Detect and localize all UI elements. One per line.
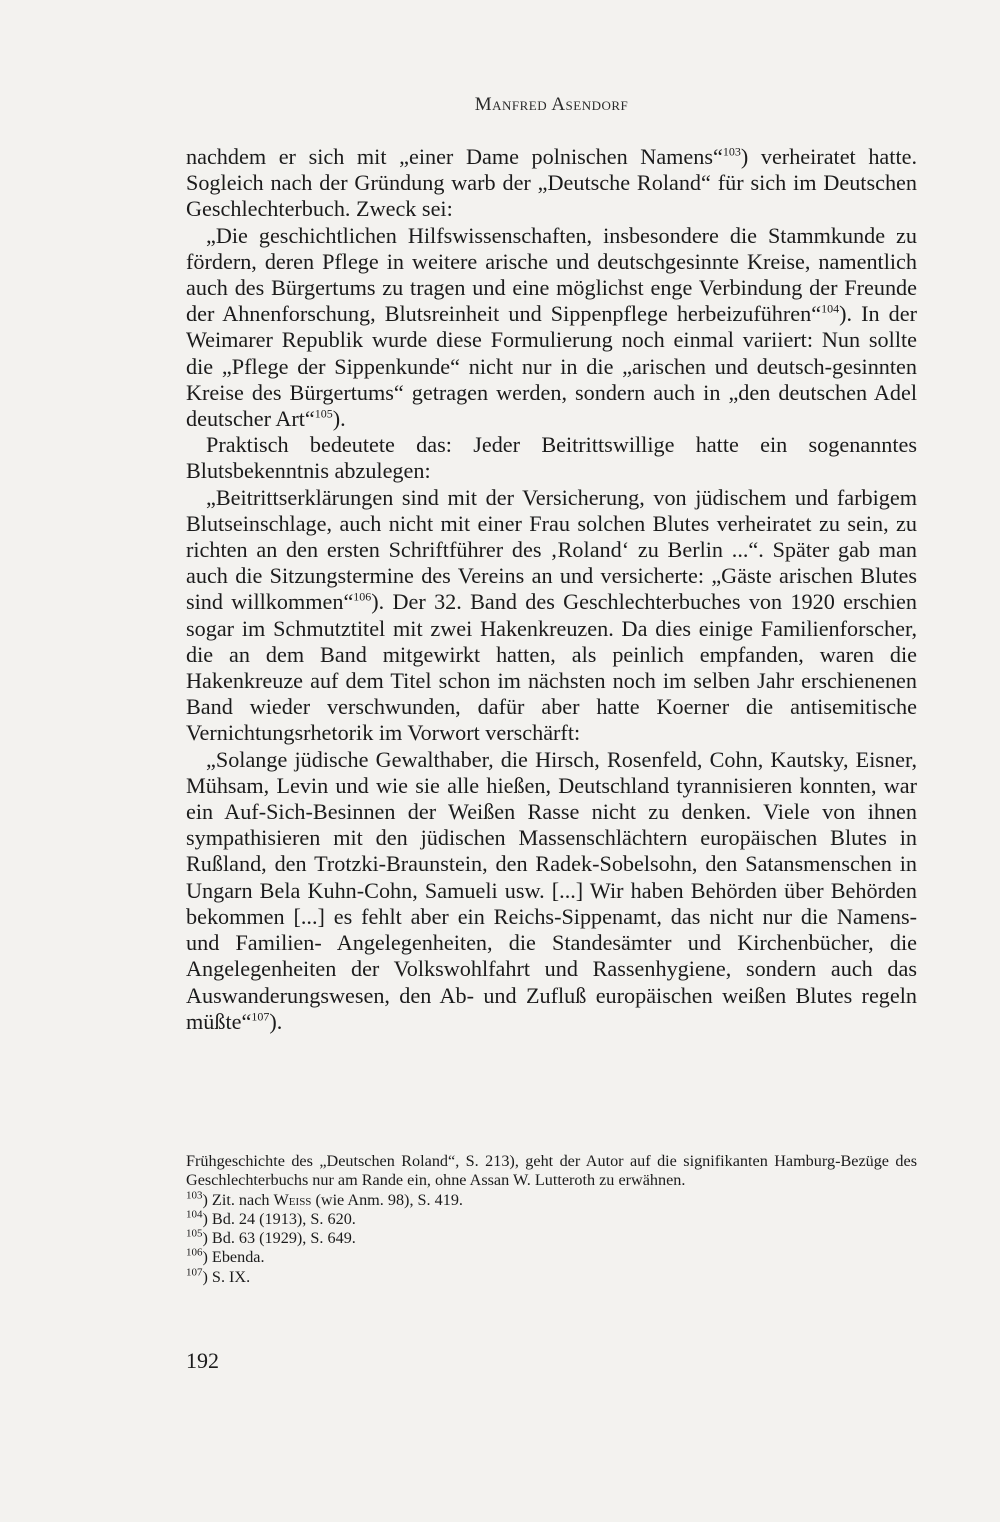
quote-1-text-a: „Die geschichtlichen Hilfswissenschaften, insbesondere die Stammkunde zu fördern, deren Pflege in weitere arische und deutschgesinnte Kreise, namentlich auch des Bürgertums zu tragen und eine möglichst enge Verbindung der Freunde der Ahnenforschung, Blutsreinheit und Sippenpflege herbeizuführen“ xyxy=(186,222,917,327)
footnote-text: ) Bd. 24 (1913), S. 620. xyxy=(202,1209,356,1228)
footnote-ref-106[interactable]: 106 xyxy=(353,590,372,605)
paragraph-2: Praktisch bedeutete das: Jeder Beitrittswillige hatte ein sogenanntes Blutsbekenntnis abzulegen: xyxy=(186,432,917,484)
footnote-text: ) S. IX. xyxy=(202,1267,251,1286)
paragraph-1-text-a: nachdem er sich mit „einer Dame polnischen Namens“ xyxy=(186,144,723,169)
paragraph-1-text-b: ) verheiratet hatte. Sogleich nach der Gründung warb der „Deutsche Roland“ für sich im Deutschen Geschlechterbuch. Zweck sei: xyxy=(186,144,918,222)
footnote-106 xyxy=(186,1248,917,1267)
quote-2 xyxy=(186,485,917,747)
footnote-continuation: Frühgeschichte des „Deutschen Roland“, S. 213), geht der Autor auf die signifikanten Hamburg-Bezüge des Geschlechterbuchs nur am Rande ein, ohne Assan W. Lutteroth zu erwähnen. xyxy=(186,1152,917,1190)
footnote-text: ) Bd. 63 (1929), S. 649. xyxy=(202,1229,356,1248)
body-text xyxy=(186,144,917,1035)
quote-1-text-c: ). xyxy=(332,406,346,432)
paragraph-1 xyxy=(186,144,917,223)
footnotes xyxy=(186,1152,917,1287)
footnote-ref-104[interactable]: 104 xyxy=(821,301,840,316)
footnote-number: 107 xyxy=(186,1266,203,1279)
quote-3-text-a: „Solange jüdische Gewalthaber, die Hirsch, Rosenfeld, Cohn, Kautsky, Eisner, Mühsam, Levin und wie sie alle hießen, Deutschland tyrannisieren konnten, war ein Auf-Sich-Besinnen der Weißen Rasse nicht zu denken. Viele von ihnen sympathisieren mit den jüdischen Massenschlächtern europäischen Blutes in Rußland, den Trotzki-Braunstein, den Radek-Sobelsohn, den Satansmenschen in Ungarn Bela Kuhn-Cohn, Samueli usw. [...] Wir haben Behörden über Behörden bekommen [...] es fehlt aber ein Reichs-Sippenamt, das nicht nur die Namens- und Familien- Angelegenheiten, die Standesämter und Kirchenbücher, die Angelegenheiten der Volkswohlfahrt und Rassenhygiene, sondern auch das Auswanderungswesen, den Ab- und Zufluß europäischen weißen Blutes regeln müßte“ xyxy=(186,746,917,1034)
quote-1 xyxy=(186,223,917,433)
footnote-text: (wie Anm. 98), S. 419. xyxy=(311,1190,463,1209)
footnote-text: ) Ebenda. xyxy=(202,1248,265,1267)
footnote-105 xyxy=(186,1229,917,1248)
footnote-ref-105[interactable]: 105 xyxy=(314,406,333,421)
footnote-number: 103 xyxy=(186,1189,203,1202)
footnote-text: ) Zit. nach xyxy=(202,1190,274,1209)
footnote-number: 106 xyxy=(186,1247,203,1260)
quote-2-text-b: ). Der 32. Band des Geschlechterbuches von 1920 erschien sogar im Schmutztitel mit zwei Hakenkreuzen. Da dies einige Familienforscher, die an dem Band mitgewirkt hatten, als peinlich empfanden, waren die Hakenkreuze auf dem Titel schon im nächsten noch im selben Jahr erschienenen Band wieder verschwunden, dafür aber hatte Koerner die antisemitische Vernichtungsrhetorik im Vorwort verschärft: xyxy=(186,589,917,746)
running-head: Manfred Asendorf xyxy=(474,94,629,115)
footnote-author: Weiss xyxy=(273,1190,312,1209)
page xyxy=(186,0,917,1522)
quote-3-text-b: ). xyxy=(269,1008,283,1034)
footnote-103 xyxy=(186,1191,917,1210)
footnote-number: 104 xyxy=(186,1208,203,1221)
quote-3 xyxy=(186,747,917,1035)
footnote-107 xyxy=(186,1268,917,1287)
quote-1-text-b: ). In der Weimarer Republik wurde diese Formulierung noch einmal variiert: Nun sollte die „Pflege der Sippenkunde“ nicht nur in die „arischen und deutsch-gesinnten Kreise des Bürgertums“ getragen werden, sondern auch in „den deutschen Adel deutscher Art“ xyxy=(186,301,918,432)
page-number: 192 xyxy=(186,1348,219,1373)
quote-2-text-a: „Beitrittserklärungen sind mit der Versicherung, von jüdischem und farbigem Blutseinschlage, auch nicht mit einer Frau solchen Blutes verheiratet zu sein, zu richten an den ersten Schriftführer des ‚Roland‘ zu Berlin ...“. Später gab man auch die Sitzungstermine des Vereins an und versicherte: „Gäste arischen Blutes sind willkommen“ xyxy=(186,484,917,615)
footnote-ref-103[interactable]: 103 xyxy=(722,144,741,159)
footnote-number: 105 xyxy=(186,1227,203,1240)
footnote-104 xyxy=(186,1210,917,1229)
footnote-ref-107[interactable]: 107 xyxy=(251,1009,270,1024)
